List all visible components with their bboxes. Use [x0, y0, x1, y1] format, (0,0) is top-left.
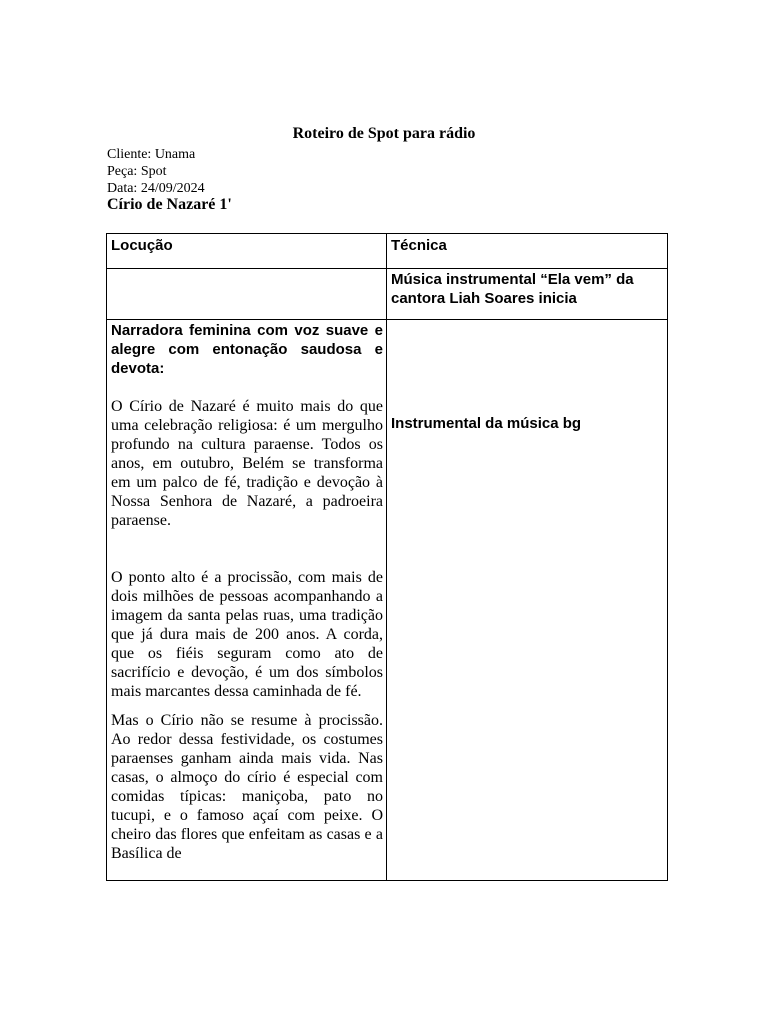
script-paragraph: Mas o Círio não se resume à procissão. Ao redor dessa festividade, os costumes paraenses ganham ainda mais vida. Nas casas, o almoço do círio é especial com comidas típicas: maniçoba, pato no tucupi, e o famoso açaí com peixe. O cheiro das flores que enfeitam as casas e a Basílica de: [111, 712, 383, 862]
row-divider: [107, 268, 667, 269]
document-title: Roteiro de Spot para rádio: [292, 125, 476, 142]
narrator-direction: Narradora feminina com voz suave e alegre com entonação saudosa e devota:: [111, 322, 383, 377]
client-line: Cliente: Unama: [107, 147, 196, 162]
locucao-cell-row2: [111, 321, 383, 879]
date-line: Data: 24/09/2024: [107, 181, 205, 196]
column-divider: [386, 234, 387, 880]
piece-line: Peça: Spot: [107, 164, 167, 179]
header-tecnica: Técnica: [391, 237, 447, 254]
script-paragraph: O ponto alto é a procissão, com mais de dois milhões de pessoas acompanhando a imagem da santa pelas ruas, uma tradição que já dura mais de 200 anos. A corda, que os fiéis seguram como ato de sacrifício e devoção, é um dos símbolos mais marcantes dessa caminhada de fé.: [111, 569, 383, 700]
script-table: [106, 233, 668, 881]
script-paragraph: O Círio de Nazaré é muito mais do que uma celebração religiosa: é um mergulho profundo na cultura paraense. Todos os anos, em outubro, Belém se transforma em um palco de fé, tradição e devoção à Nossa Senhora de Nazaré, a padroeira paraense.: [111, 398, 383, 529]
tecnica-cell-row1: Música instrumental “Ela vem” da cantora Liah Soares inicia: [391, 271, 634, 307]
header-locucao: Locução: [111, 237, 173, 254]
row-divider: [107, 319, 667, 320]
spot-subtitle: Círio de Nazaré 1': [107, 196, 232, 213]
tecnica-cell-row2: Instrumental da música bg: [391, 415, 582, 432]
